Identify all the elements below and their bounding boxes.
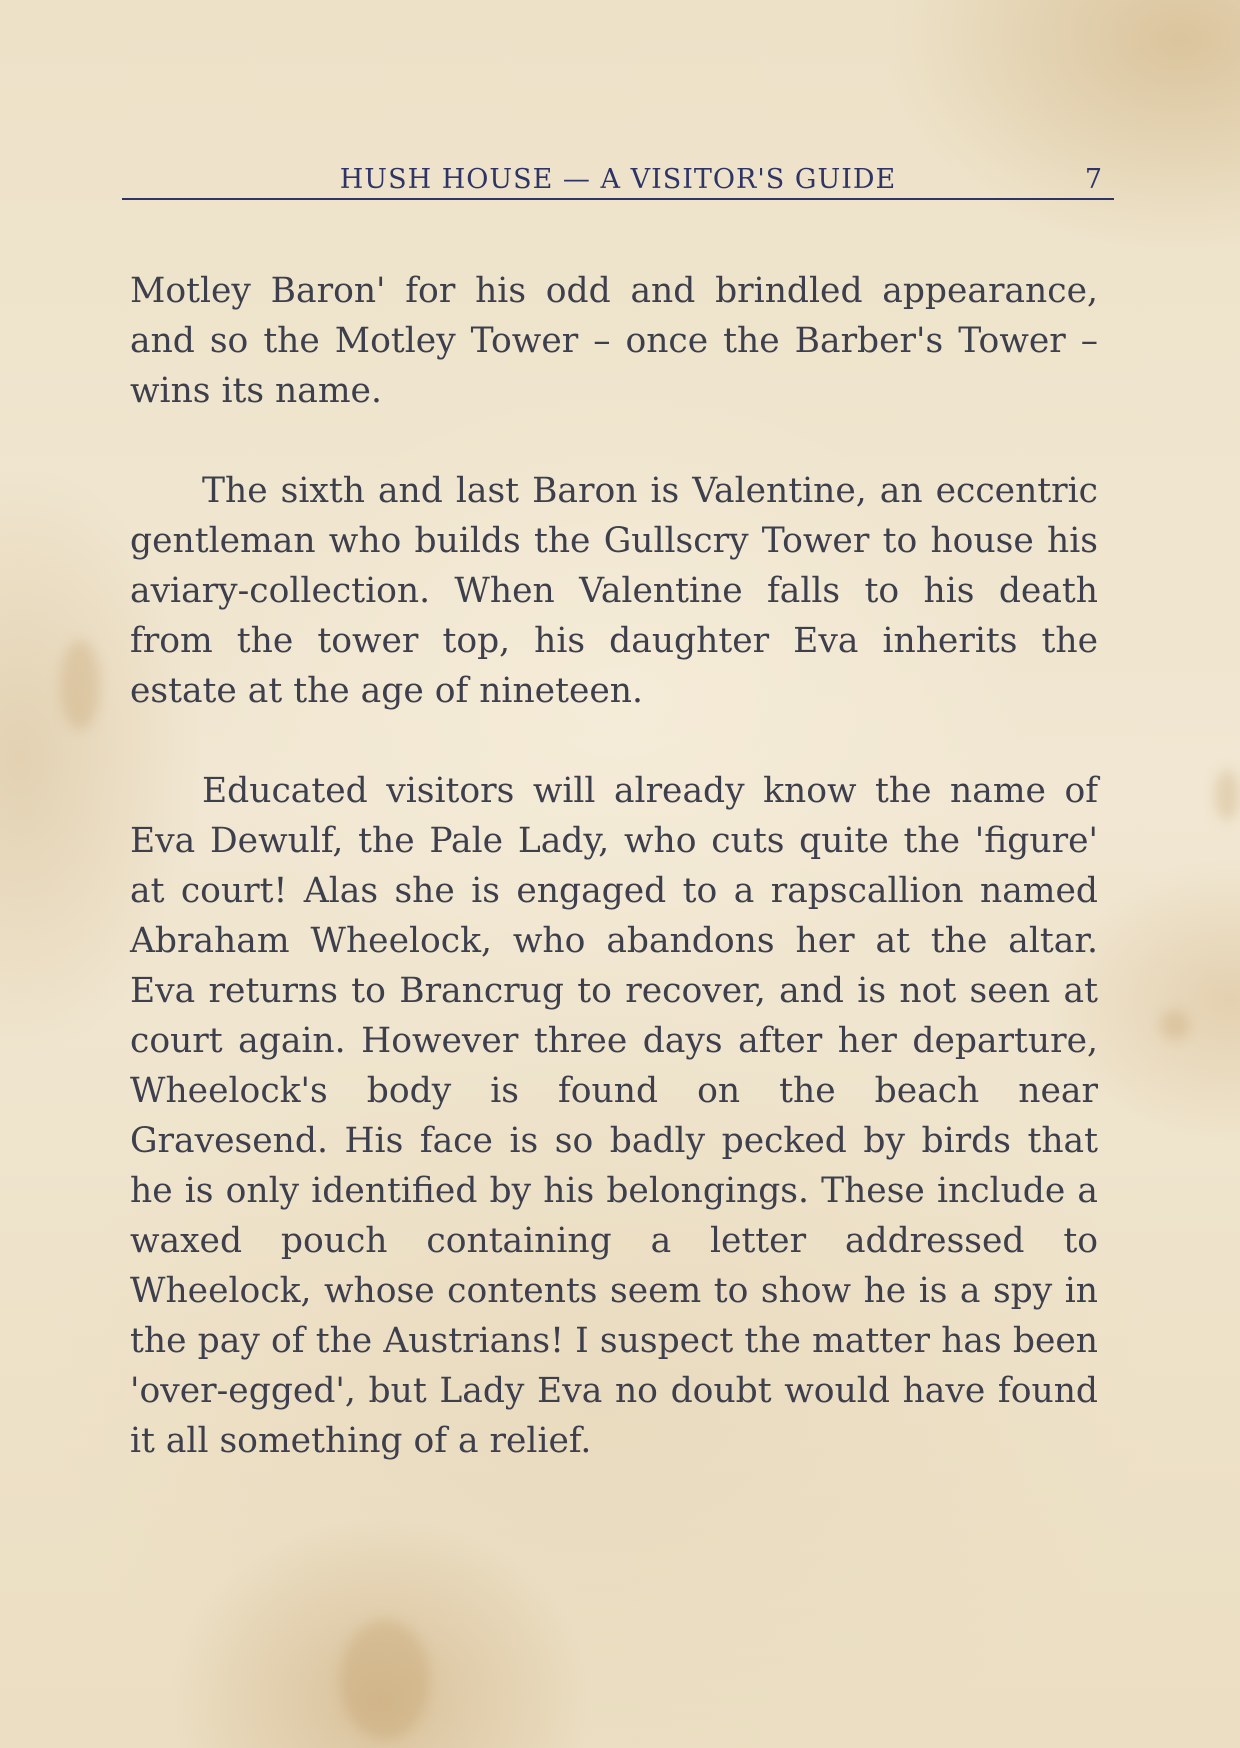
- body-text: [130, 266, 1098, 1516]
- running-title: HUSH HOUSE — A VISITOR'S GUIDE: [339, 164, 897, 195]
- paper-stain: [1160, 1010, 1190, 1040]
- paper-stain: [1215, 770, 1239, 820]
- paragraph: The sixth and last Baron is Valentine, an eccentric gentleman who builds the Gullscry Tower to house his aviary-collection. When Valentine falls to his death from the tower top, his daughter Eva inherits the estate at the age of nineteen.: [130, 471, 1098, 711]
- paragraph: Motley Baron' for his odd and brindled appearance, and so the Motley Tower – once the Barber's Tower – wins its name.: [130, 271, 1098, 411]
- paper-stain: [340, 1620, 430, 1740]
- page-number: 7: [1084, 164, 1102, 195]
- page-header: [122, 162, 1114, 202]
- paper-stain: [60, 640, 100, 730]
- paragraph: Educated visitors will already know the name of Eva Dewulf, the Pale Lady, who cuts quite the 'figure' at court! Alas she is engaged to a rapscallion named Abraham Wheelock, who abandons her at the altar. Eva returns to Brancrug to recover, and is not seen at court again. However three days after her departure, Wheelock's body is found on the beach near Gravesend. His face is so badly pecked by birds that he is only identified by his belongings. These include a waxed pouch containing a letter addressed to Wheelock, whose contents seem to show he is a spy in the pay of the Austrians! I suspect the matter has been 'over-egged', but Lady Eva no doubt would have found it all something of a relief.: [130, 771, 1098, 1461]
- header-rule: [122, 198, 1114, 200]
